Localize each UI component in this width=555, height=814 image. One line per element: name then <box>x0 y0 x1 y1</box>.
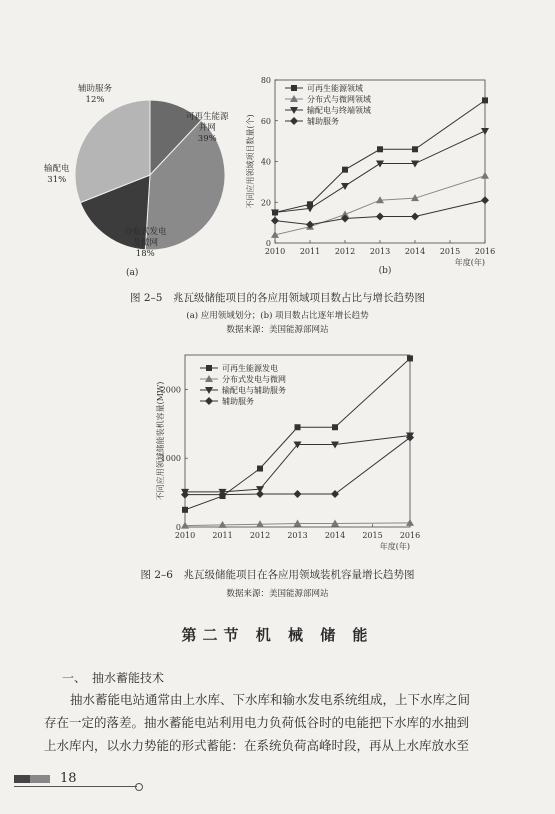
data-point <box>332 424 338 430</box>
legend-label: 可再生能源发电 <box>222 364 278 373</box>
subheading: 一、 抽水蓄能技术 <box>62 671 165 685</box>
x-tick-label: 2011 <box>212 531 233 540</box>
legend-label: 分布式发电与微网 <box>222 375 286 384</box>
pie-label-td: 输配电 31% <box>44 164 70 185</box>
data-point <box>377 146 383 152</box>
x-tick-label: 2014 <box>404 247 426 256</box>
data-point <box>294 520 302 527</box>
x-axis-title: 年度(年) <box>379 542 410 551</box>
y-tick-label: 60 <box>260 116 271 126</box>
data-point <box>411 213 419 221</box>
data-point <box>182 507 188 513</box>
y-tick-label: 0 <box>175 523 181 532</box>
footer-rule <box>14 786 137 787</box>
y-tick-label: 0 <box>265 239 271 248</box>
fig25-subcaption: (a) 应用领域划分；(b) 项目数占比逐年增长趋势 <box>186 311 369 321</box>
series-line <box>185 358 410 509</box>
paragraph <box>44 688 524 757</box>
data-point <box>481 196 489 204</box>
data-point <box>331 490 339 498</box>
pie-sublabel: (a) <box>126 268 139 278</box>
section-title: 第二节 机 械 储 能 <box>181 626 374 644</box>
plot-frame <box>185 355 410 527</box>
x-axis-title: 年度(年) <box>454 258 485 267</box>
y-axis-title: 不同应用领域项目数量(个) <box>246 114 255 209</box>
x-tick-label: 2015 <box>362 531 383 540</box>
data-point <box>406 434 414 442</box>
data-point <box>481 172 489 179</box>
x-tick-label: 2016 <box>474 247 496 256</box>
footer-bar-decoration <box>30 775 50 783</box>
legend-label: 可再生能源领域 <box>307 84 363 93</box>
page-number: 18 <box>60 771 77 786</box>
paragraph-line: 存在一定的落差。抽水蓄能电站利用电力负荷低谷时的电能把下水库的水抽到 <box>44 715 470 730</box>
data-point <box>295 424 301 430</box>
fig26-source: 数据来源：美国能源部网站 <box>226 589 329 599</box>
x-tick-label: 2010 <box>174 531 196 540</box>
data-point <box>257 466 263 472</box>
x-tick-label: 2013 <box>369 247 391 256</box>
pie-label-distributed: 分布式发电 及微网 18% <box>124 227 167 259</box>
data-point <box>256 490 264 498</box>
legend-label: 辅助服务 <box>307 117 339 126</box>
fig26-caption: 图 2–6 兆瓦级储能项目在各应用领域装机容量增长趋势图 <box>140 569 415 581</box>
x-tick-label: 2010 <box>264 247 286 256</box>
data-point <box>376 213 384 221</box>
y-tick-label: 1000 <box>160 454 181 464</box>
y-tick-label: 40 <box>260 157 271 167</box>
y-axis-title: 不同应用领域储能装机容量(MW) <box>156 381 165 501</box>
footer-rule-dot <box>135 783 143 791</box>
legend-marker <box>290 117 298 125</box>
legend-label: 输配电与终端领域 <box>307 106 371 115</box>
x-tick-label: 2012 <box>334 247 356 256</box>
data-point <box>407 355 413 361</box>
data-point <box>411 161 419 168</box>
fig26-line-chart <box>140 350 430 560</box>
x-tick-label: 2014 <box>324 531 346 540</box>
pie-label-renewable: 可再生能源 并网 39% <box>186 112 229 144</box>
legend-label: 辅助服务 <box>222 397 254 406</box>
data-point <box>412 146 418 152</box>
data-point <box>342 167 348 173</box>
line-sublabel: (b) <box>378 266 392 276</box>
fig25-line-chart <box>240 68 510 278</box>
x-tick-label: 2011 <box>299 247 321 256</box>
x-tick-label: 2012 <box>249 531 271 540</box>
x-tick-label: 2013 <box>287 531 308 540</box>
legend-label: 输配电与辅助服务 <box>222 386 286 395</box>
legend-marker <box>205 397 213 405</box>
legend-label: 分布式与微网领域 <box>307 95 371 104</box>
series-line <box>275 200 485 224</box>
data-point <box>406 519 414 526</box>
data-point <box>294 490 302 498</box>
paragraph-line: 上水库内，以水力势能的形式蓄能：在系统负荷高峰时段，再从上水库放水至 <box>44 738 470 753</box>
fig25-source: 数据来源：美国能源部网站 <box>226 325 329 335</box>
x-tick-label: 2015 <box>439 247 461 256</box>
data-point <box>341 183 349 190</box>
y-tick-label: 80 <box>260 76 271 85</box>
data-point <box>481 128 489 135</box>
legend-marker <box>291 85 297 91</box>
x-tick-label: 2016 <box>399 531 421 540</box>
data-point <box>271 217 279 225</box>
legend-marker <box>206 365 212 371</box>
paragraph-line: 抽水蓄能电站通常由上水库、下水库和输水发电系统组成，上下水库之间 <box>70 692 471 707</box>
y-tick-label: 2000 <box>160 385 181 395</box>
y-tick-label: 20 <box>260 198 271 208</box>
fig25-caption: 图 2–5 兆瓦级储能项目的各应用领域项目数占比与增长趋势图 <box>130 292 425 304</box>
data-point <box>376 161 384 168</box>
data-point <box>482 97 488 103</box>
pie-label-aux: 辅助服务 12% <box>78 84 113 105</box>
